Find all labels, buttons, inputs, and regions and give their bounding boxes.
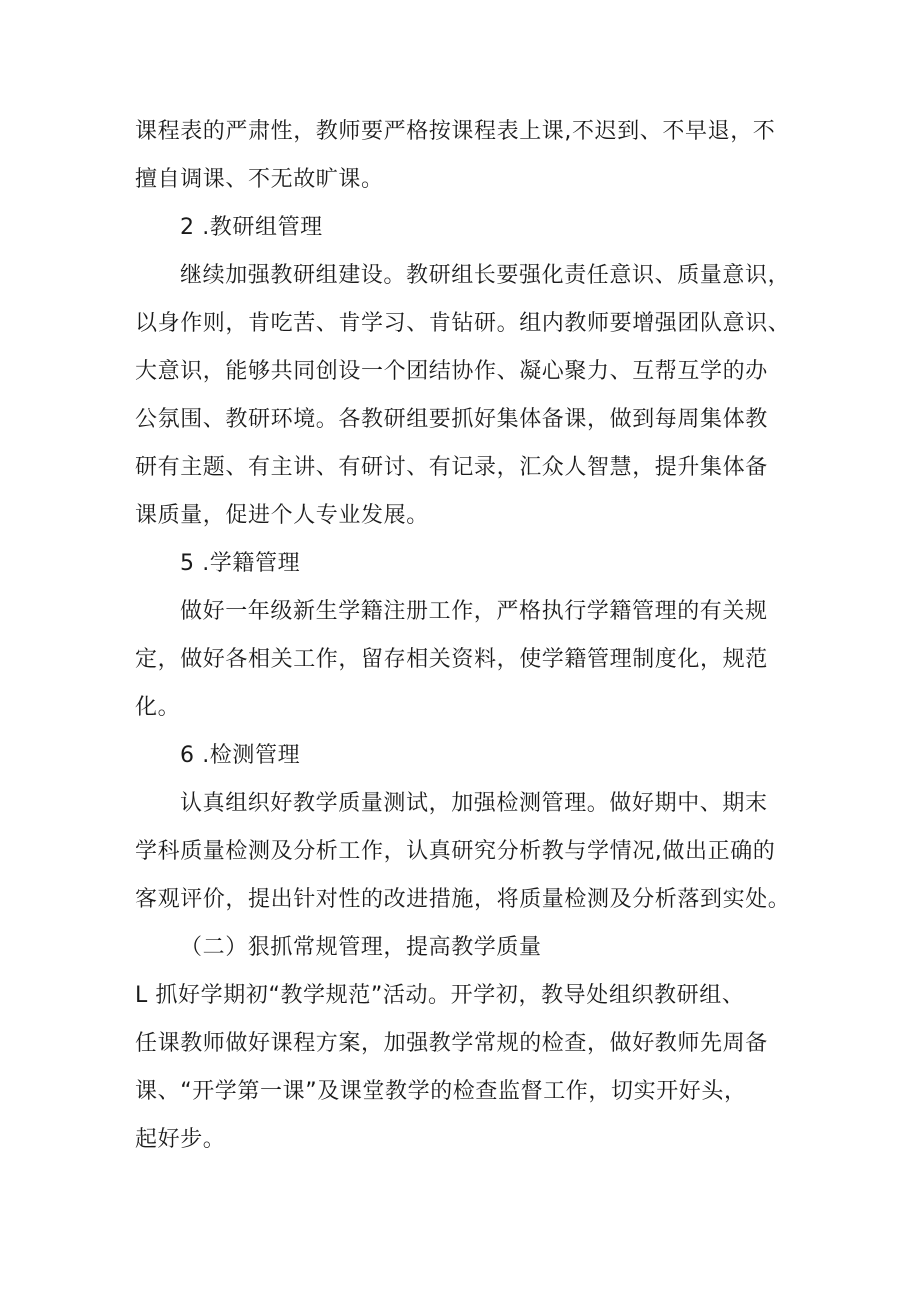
body-text-line: 继续加强教研组建设。教研组长要强化责任意识、质量意识， [180,263,791,288]
body-text-line: L 抓好学期初“教学规范”活动。开学初，教导处组织教研组、 [135,983,745,1008]
body-text-line: 课程表的严肃性，教师要严格按课程表上课,不迟到、不早退，不 [135,119,776,144]
body-text-line: 学科质量检测及分析工作，认真研究分析教与学情况,做出正确的 [135,839,776,864]
body-text-line: 起好步。 [135,1127,226,1152]
body-text-line: 客观评价，提出针对性的改进措施，将质量检测及分析落到实处。 [135,887,791,912]
body-text-line: 研有主题、有主讲、有研讨、有记录，汇众人智慧，提升集体备 [135,455,768,480]
body-text-line: 认真组织好教学质量测试，加强检测管理。做好期中、期末 [180,791,768,816]
body-text-line: 大意识，能够共同创设一个团结协作、凝心聚力、互帮互学的办 [135,359,768,384]
body-text-line: 课、“开学第一课”及课堂教学的检查监督工作，切实开好头， [135,1079,747,1104]
body-text-line: 以身作则，肯吃苦、肯学习、肯钻研。组内教师要增强团队意识、 [135,311,791,336]
section-heading: 6 .检测管理 [180,743,301,768]
body-text-line: 公氛围、教研环境。各教研组要抓好集体备课，做到每周集体教 [135,407,768,432]
body-text-line: 化。 [135,695,181,720]
body-text-line: 任课教师做好课程方案，加强教学常规的检查，做好教师先周备 [135,1031,768,1056]
body-text-line: 定，做好各相关工作，留存相关资料，使学籍管理制度化，规范 [135,647,768,672]
body-text-line: 课质量，促进个人专业发展。 [135,503,429,528]
section-heading: 5 .学籍管理 [180,551,301,576]
body-text-line: 擅自调课、不无故旷课。 [135,167,384,192]
section-heading: （二）狠抓常规管理，提高教学质量 [180,935,542,960]
body-text-line: 做好一年级新生学籍注册工作，严格执行学籍管理的有关规 [180,599,768,624]
section-heading: 2 .教研组管理 [180,215,323,240]
